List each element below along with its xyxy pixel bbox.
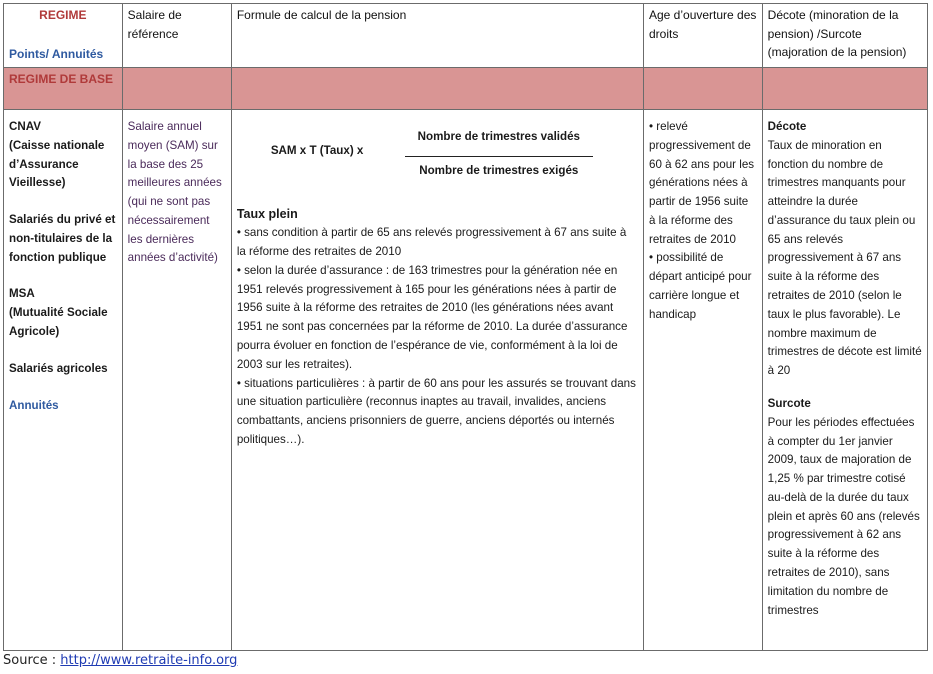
base-row-empty-cell — [231, 68, 643, 110]
pension-table — [3, 3, 928, 651]
annuites-label: Annuités — [9, 398, 59, 412]
base-row-empty-cell — [762, 68, 927, 110]
age-bullet-1: • relevé progressivement de 60 à 62 ans pour les générations nées à partir de 1956 suite à la réforme des retraites de 2010 — [649, 120, 755, 246]
pension-formula — [237, 112, 638, 194]
header-regime — [4, 4, 123, 68]
formula-lhs: SAM x T (Taux) x — [270, 144, 364, 157]
base-row-label-cell — [4, 68, 123, 110]
decote-title: Décote — [767, 120, 807, 133]
fraction-bar — [405, 156, 593, 157]
source-line — [3, 653, 237, 668]
decote-cell — [762, 110, 927, 651]
formule-cell — [231, 110, 643, 651]
taux-plein-bullet-2: • selon la durée d’assurance : de 163 trimestres pour la génération née en 1951 relevés progressivement à 165 pour les générations nées à partir de 1956 suite à la réforme des retraites de 2010 (les générations nées avant 1951 ne sont pas concernées par la réforme de 2010. La durée d’assurance pourra évoluer en fonction de l’espérance de vie, conformément à la loi de 2003 sur les retraites). — [236, 263, 628, 371]
formula-denominator: Nombre de trimestres exigés — [419, 164, 579, 177]
regime-cell — [4, 110, 123, 651]
base-row-label: REGIME DE BASE — [9, 72, 114, 86]
regime-header-label: REGIME — [39, 8, 87, 22]
age-cell — [644, 110, 763, 651]
surcote-text: Pour les périodes effectuées à compter du 1er janvier 2009, taux de majoration de 1,25 % par trimestre cotisé au-delà de la durée du taux plein et après 60 ans (relevés progressivement à 62 ans suite à la réforme des retraites de 2010), sans limitation du nombre de trimestres — [767, 415, 920, 617]
msa-full-name: (Mutualité Sociale Agricole) — [9, 306, 108, 339]
header-age: Age d’ouverture des droits — [644, 4, 763, 68]
header-row — [4, 4, 928, 68]
salaries-prive-label: Salariés du privé et non-titulaires de la fonction publique — [9, 213, 116, 264]
base-row-empty-cell — [122, 68, 231, 110]
salaire-cell: Salaire annuel moyen (SAM) sur la base des 25 meilleures années (qui ne sont pas nécessairement les dernières années d’activité) — [122, 110, 231, 651]
salaries-agricoles-label: Salariés agricoles — [9, 361, 108, 375]
taux-plein-title: Taux plein — [236, 207, 298, 221]
base-row-empty-cell — [644, 68, 763, 110]
header-decote: Décote (minoration de la pension) /Surcote (majoration de la pension) — [762, 4, 927, 68]
msa-label: MSA — [9, 287, 35, 301]
cnav-label: CNAV — [9, 120, 41, 133]
taux-plein-bullet-1: • sans condition à partir de 65 ans relevés progressivement à 67 ans suite à la réforme des retraites de 2010 — [236, 226, 627, 259]
header-formule: Formule de calcul de la pension — [231, 4, 643, 68]
body-row — [4, 110, 928, 651]
formula-numerator: Nombre de trimestres validés — [417, 130, 580, 143]
base-row — [4, 68, 928, 110]
header-salaire: Salaire de référence — [122, 4, 231, 68]
source-prefix: Source : — [3, 653, 61, 668]
cnav-full-name: (Caisse nationale d’Assurance Vieillesse) — [9, 138, 105, 190]
age-bullet-2: • possibilité de départ anticipé pour carrière longue et handicap — [649, 251, 752, 321]
source-link[interactable]: http://www.retraite-info.org — [60, 653, 238, 668]
taux-plein-bullet-3: • situations particulières : à partir de 60 ans pour les assurés se trouvant dans une situation particulière (reconnus inaptes au travail, invalides, anciens combattants, anciens prisonniers de guerre, anciens déportés ou internés politiques…). — [236, 376, 636, 446]
decote-text: Taux de minoration en fonction du nombre de trimestres manquants pour atteindre la durée d’assurance du taux plein ou 65 ans relevés progressivement à 67 ans suite à la réforme des retraites de 2010 (selon le taux le plus favorable). Le nombre maximum de trimestres de décote est limité à 20 — [767, 138, 922, 378]
surcote-title: Surcote — [767, 396, 811, 410]
points-annuites-header-label: Points/ Annuités — [9, 46, 104, 61]
